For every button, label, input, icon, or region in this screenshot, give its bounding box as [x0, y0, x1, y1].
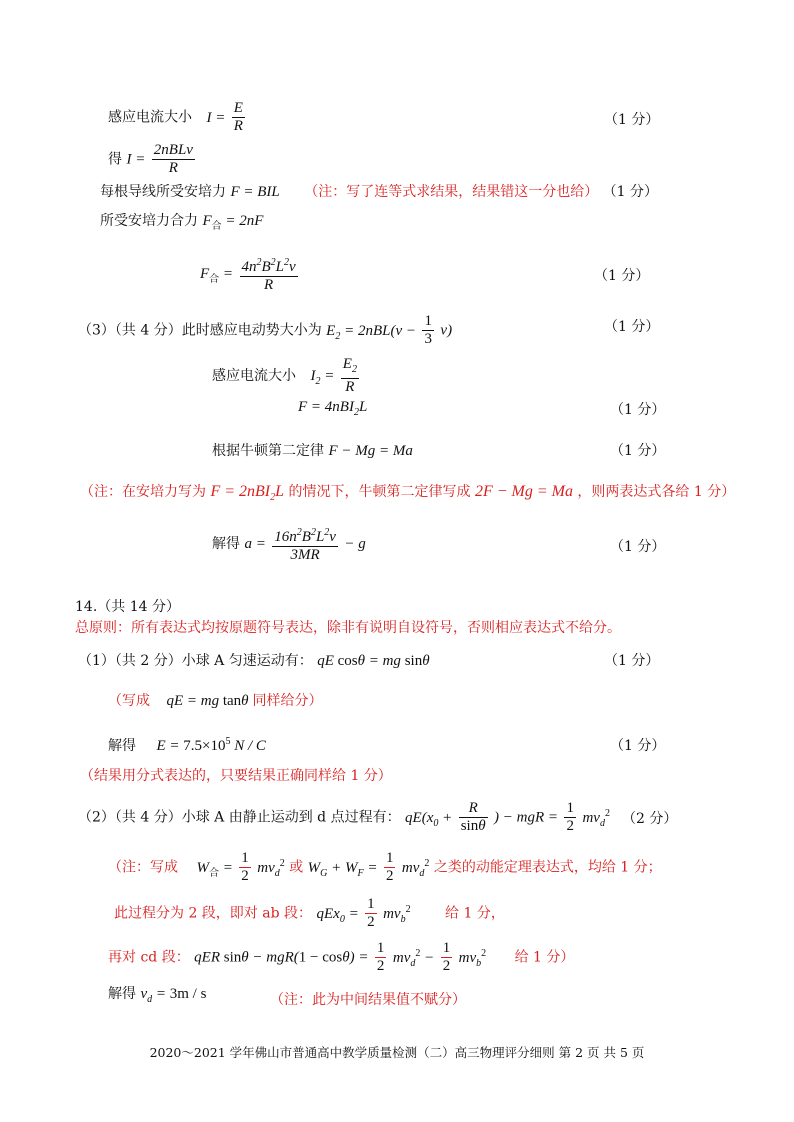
line-part3-result: 解得 a = $\frac{16n^2B^2L^2v}{3MR}$ − g	[212, 524, 366, 564]
note-a1: （注：写成	[108, 859, 178, 876]
line-part3-newton	[212, 440, 413, 460]
score-9: （1 分）	[610, 738, 666, 754]
formula-a: a =	[244, 536, 266, 552]
note-q14-2-c: 再对 cd 段： qER sinθ − mgR(1 − cosθ) = $\frac{1}{2}$ $mv_d^2$ − $\frac{1}{2}$ $mv_b^2$ 给 1 分）	[108, 940, 575, 974]
fraction-total-force: $\frac{4n^2B^2L^2v}{R}$	[240, 254, 298, 294]
score-4: （1 分）	[604, 319, 660, 335]
text-current-label: 感应电流大小	[108, 109, 192, 126]
note-ampere: （注：写了连等式求结果，结果错这一分也给）	[304, 184, 599, 200]
note-q14-2-a: （注：写成 $W_合$ = $\frac{1}{2}$ $mv_d^2$ 或 $W_G + W_F$ = $\frac{1}{2}$ $mv_d^2$ 之类的动能定理表达式，均给 1 分；	[108, 850, 662, 884]
line-ampere-force	[100, 181, 658, 201]
formula-energy: $qE(x_0$ +	[405, 809, 453, 829]
line-q14-2: （2）（共 4 分）小球 A 由静止运动到 d 点过程有： $qE(x_0$ + $\frac{R}{\sin\theta}$ ) − mgR = $\frac{1}{2}$ $mv_d^2$	[78, 800, 610, 834]
formula-e2: $E_2 = 2nBL(v$ −	[326, 322, 416, 342]
text-newton: 根据牛顿第二定律	[212, 443, 324, 459]
note-q14-1-b: 同样给分）	[252, 693, 323, 709]
score-1: （1 分）	[604, 112, 660, 128]
formula-f-bil: F = BIL	[230, 184, 280, 200]
score-3: （1 分）	[594, 268, 650, 284]
fraction-acceleration: $\frac{16n^2B^2L^2v}{3MR}$	[272, 524, 338, 564]
score-8: （1 分）	[604, 653, 660, 669]
note-q14-1-a: （写成	[108, 693, 150, 709]
formula-newton: F − Mg = Ma	[328, 443, 413, 459]
text-ampere-force: 每根导线所受安培力	[100, 184, 226, 200]
formula-i2: $I_2$ =	[310, 368, 335, 387]
text-solve: 解得	[212, 536, 240, 552]
page-footer: 2020～2021 学年佛山市普通高中教学质量检测（二）高三物理评分细则 第 2 页 共 5 页	[149, 1045, 645, 1060]
note-part3	[80, 481, 735, 503]
formula-f-2nbil: F = 2nBI$_2$L	[210, 483, 285, 504]
formula-i: I =	[126, 151, 146, 168]
line-part3-emf: （3）（共 4 分）此时感应电动势大小为 $E_2 = 2nBL(v$ − $\frac{1}{3}$ v)	[78, 313, 453, 347]
line-total-force-result	[200, 254, 300, 294]
note-b2: 给 1 分，	[445, 905, 505, 922]
formula-f-4nbil: F = 4nBI$_2$L	[298, 399, 368, 418]
line-current-result	[108, 142, 197, 177]
formula-qecos: qE cosθ = mg sinθ	[317, 653, 430, 669]
text-total-force: 所受安培力合力	[100, 213, 198, 229]
q14-rule: 总原则：所有表达式均按原题符号表达，除非有说明自设符号，否则相应表达式不给分。	[75, 620, 621, 636]
line-q14-1-result	[108, 735, 266, 755]
fraction-e2-over-r: $\frac{E_2}{R}$	[342, 356, 357, 395]
line-current	[108, 100, 247, 135]
formula-qe-tan: qE = mg tanθ	[166, 693, 249, 709]
text-part3: （3）（共 4 分）此时感应电动势大小为	[78, 322, 322, 339]
fraction-half: $\frac{1}{2}$	[566, 800, 574, 834]
fraction-2nblv-over-r: $\frac{\text{2nBLv}}{R}$	[153, 142, 193, 176]
formula-2f-mg: 2F − Mg = Ma	[474, 483, 573, 500]
text-q14-1: （1）（共 2 分）小球 A 匀速运动有：	[78, 653, 313, 669]
fraction-r-sin: $\frac{R}{\sin\theta}$	[460, 800, 486, 834]
note-c2: 给 1 分）	[514, 949, 575, 966]
fraction-one-third: $\frac{1}{3}$	[424, 313, 432, 347]
note-q14-1	[108, 690, 323, 710]
note-q14-1-2: （结果用分式表达的，只要结果正确同样给 1 分）	[80, 768, 392, 784]
score-2: （1 分）	[602, 184, 659, 200]
formula-f-total: $F_合 = 2nF$	[202, 213, 264, 232]
score-6: （1 分）	[610, 443, 666, 459]
line-final	[108, 983, 206, 1005]
line-q14-1	[78, 650, 430, 670]
text-part3-current: 感应电流大小	[212, 368, 296, 384]
note-final: （注：此为中间结果值不赋分）	[270, 992, 466, 1008]
formula-e-value: $E = 7.5\times 10^5$ N / C	[156, 736, 266, 754]
note-part3-a: （注：在安培力写为	[80, 484, 206, 500]
score-10: （2 分）	[622, 811, 678, 827]
line-part3-force	[298, 399, 367, 418]
text-q14-2: （2）（共 4 分）小球 A 由静止运动到 d 点过程有：	[78, 809, 401, 826]
score-5: （1 分）	[610, 402, 666, 418]
note-b1: 此过程分为 2 段，即对 ab 段：	[114, 905, 313, 922]
text-de: 得	[108, 151, 122, 168]
formula-current: I =	[206, 109, 226, 126]
note-a3: 之类的动能定理表达式，均给 1 分；	[433, 859, 662, 876]
text-q14-solve: 解得	[108, 738, 136, 754]
q14-title: 14.（共 14 分）	[75, 599, 180, 615]
note-part3-b: 的情况下，牛顿第二定律写成	[288, 484, 471, 500]
line-part3-current	[212, 356, 361, 396]
text-final-solve: 解得	[108, 986, 136, 1002]
note-part3-c: ，则两表达式各给 1 分）	[577, 484, 736, 500]
score-7: （1 分）	[610, 539, 666, 555]
note-c1: 再对 cd 段：	[108, 949, 190, 966]
line-total-force	[100, 210, 263, 232]
formula-vd: $v_d = 3m / s$	[140, 986, 207, 1005]
formula-f-total-2: $F_合$ =	[200, 266, 234, 285]
note-q14-2-b: 此过程分为 2 段，即对 ab 段： qEx$_0$ = $\frac{1}{2}$ $mv_b^2$ 给 1 分，	[114, 896, 505, 930]
fraction-e-over-r: $\frac{E}{R}$	[233, 100, 243, 134]
note-a2: 或	[289, 859, 304, 876]
